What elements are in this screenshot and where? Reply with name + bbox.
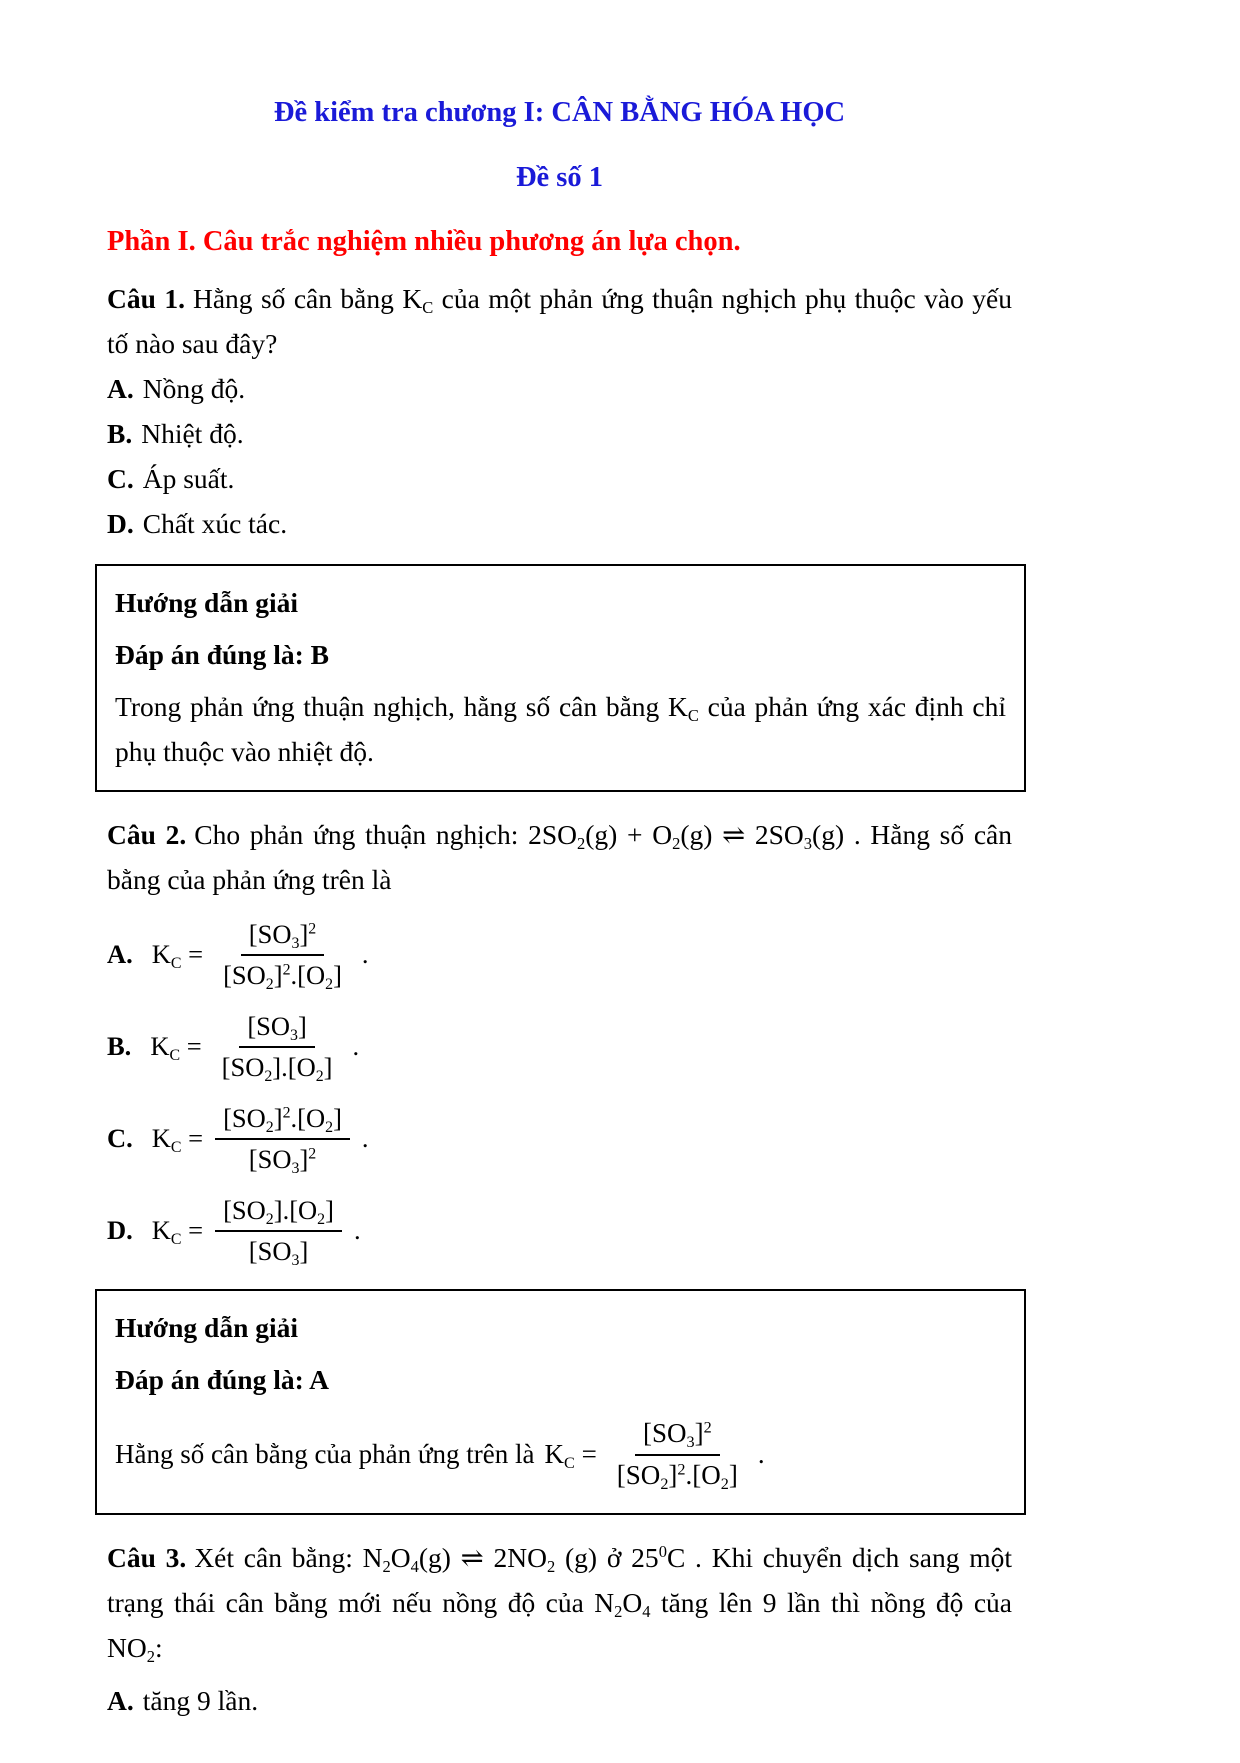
option-label: A. xyxy=(107,938,133,969)
fraction-denominator: $[SO_2].[O_2]$ xyxy=(221,1051,333,1085)
q2-option-d xyxy=(107,1191,1012,1271)
question-1-number: Câu 1. xyxy=(107,282,185,314)
fraction xyxy=(215,917,350,992)
fraction-numerator: $[SO_3]^2$ xyxy=(241,917,324,955)
option-label: C. xyxy=(107,1122,133,1153)
option-text: Chất xúc tác. xyxy=(142,508,288,540)
question-2 xyxy=(107,812,1012,902)
solution-explanation-prefix: Hằng số cân bằng của phản ứng trên là xyxy=(115,1439,535,1470)
option-text: Nhiệt độ. xyxy=(141,418,244,450)
solution-explanation: Trong phản ứng thuận nghịch, hằng số cân bằng $K_C$ của phản ứng xác định chỉ phụ thuộc vào nhiệt độ. xyxy=(115,691,1006,768)
option-text: Áp suất. xyxy=(142,463,235,495)
option-label: B. xyxy=(107,418,133,450)
option-text: Nồng độ. xyxy=(142,373,246,405)
q3-option-a xyxy=(107,1678,1012,1723)
solution-answer: Đáp án đúng là: B xyxy=(115,639,329,671)
question-1 xyxy=(107,276,1012,366)
question-3-number: Câu 3. xyxy=(107,1541,187,1573)
question-3 xyxy=(107,1535,1012,1670)
option-label: B. xyxy=(107,1030,132,1061)
option-label: A. xyxy=(107,1684,134,1716)
kc-symbol: $K_C$ = xyxy=(151,1214,204,1248)
q2-option-b xyxy=(107,1007,1012,1087)
q1-solution-box xyxy=(95,564,1026,792)
fraction-numerator: $[SO_2]^2.[O_2]$ xyxy=(215,1101,350,1139)
question-3-text: Xét cân bằng: $N_2O_4(g)$ ⇌ $2NO_2$ (g) ở $25^0C$ . Khi chuyển dịch sang một trạng thái cân bằng mới nếu nồng độ của $N_2O_4$ tăng lên 9 lần thì nồng độ của $NO_2$: xyxy=(107,1541,1013,1666)
question-2-text: Cho phản ứng thuận nghịch: $2SO_2(g) + O_2(g)$ ⇌ $2SO_3(g)$ . Hằng số cân bằng của phản ứng trên là xyxy=(107,819,1013,896)
fraction xyxy=(609,1416,746,1492)
section-heading: Phần I. Câu trắc nghiệm nhiều phương án lựa chọn. xyxy=(107,225,741,257)
fraction xyxy=(215,1193,342,1268)
fraction-numerator: $[SO_2].[O_2]$ xyxy=(215,1193,342,1231)
q2-option-c xyxy=(107,1099,1012,1179)
q1-option-a xyxy=(107,366,1012,411)
kc-symbol: $K_C$ = xyxy=(151,938,204,972)
option-label: D. xyxy=(107,508,134,540)
q1-option-c xyxy=(107,456,1012,501)
option-label: C. xyxy=(107,463,134,495)
option-suffix: . xyxy=(353,1214,361,1245)
fraction-denominator: $[SO_3]$ xyxy=(248,1235,309,1269)
fraction xyxy=(215,1101,350,1176)
solution-formula xyxy=(115,1413,1006,1497)
fraction-denominator: $[SO_2]^2.[O_2]$ xyxy=(223,959,342,993)
fraction-denominator: $[SO_3]^2$ xyxy=(248,1143,317,1177)
option-label: D. xyxy=(107,1214,133,1245)
document-title: Đề kiểm tra chương I: CÂN BẰNG HÓA HỌC xyxy=(273,97,846,128)
kc-symbol: $K_C$ = xyxy=(151,1122,204,1156)
q2-option-a xyxy=(107,915,1012,995)
option-label: A. xyxy=(107,373,134,405)
formula-suffix: . xyxy=(757,1439,765,1470)
option-suffix: . xyxy=(352,1030,360,1061)
option-text: tăng 9 lần. xyxy=(142,1684,259,1716)
question-2-number: Câu 2. xyxy=(107,819,187,851)
option-suffix: . xyxy=(361,1122,369,1153)
kc-symbol: $K_C$ = xyxy=(150,1030,202,1064)
document-subtitle: Đề số 1 xyxy=(515,162,604,194)
kc-symbol: $K_C$ = xyxy=(544,1439,597,1473)
fraction-numerator: $[SO_3]^2$ xyxy=(635,1416,720,1455)
fraction-denominator: $[SO_2]^2.[O_2]$ xyxy=(616,1459,738,1493)
fraction xyxy=(214,1009,341,1084)
solution-heading: Hướng dẫn giải xyxy=(115,587,299,619)
q1-option-d xyxy=(107,501,1012,546)
q1-option-b xyxy=(107,411,1012,456)
q2-solution-box xyxy=(95,1289,1026,1515)
solution-heading: Hướng dẫn giải xyxy=(115,1311,299,1343)
fraction-numerator: $[SO_3]$ xyxy=(239,1009,314,1047)
question-1-text: Hằng số cân bằng $K_C$ của một phản ứng thuận nghịch phụ thuộc vào yếu tố nào sau đây? xyxy=(107,282,1012,360)
solution-answer: Đáp án đúng là: A xyxy=(115,1363,329,1395)
option-suffix: . xyxy=(361,938,369,969)
